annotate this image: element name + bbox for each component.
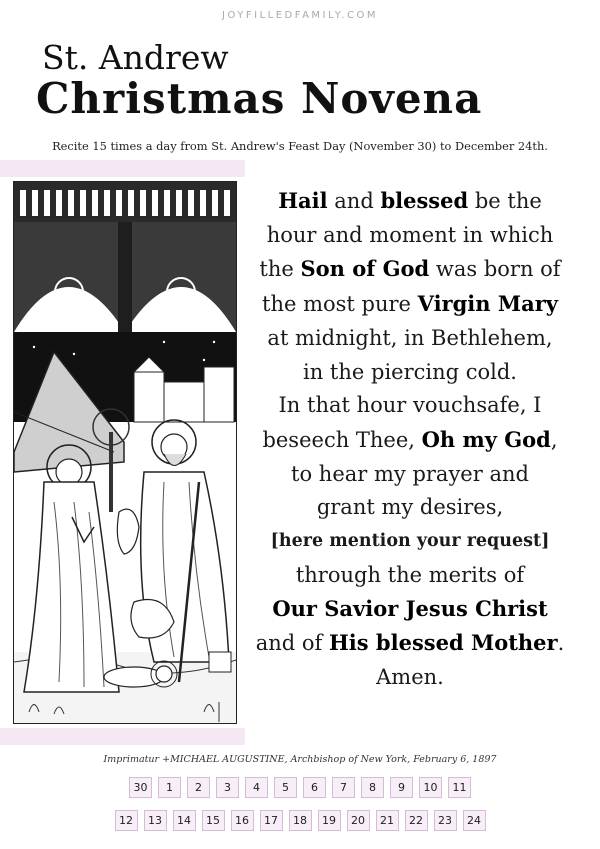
text: ,	[550, 427, 558, 452]
day-box[interactable]: 30	[129, 777, 152, 798]
day-box[interactable]: 1	[158, 777, 181, 798]
day-box[interactable]: 15	[202, 810, 225, 831]
prayer-line-14	[240, 626, 580, 661]
prayer-line-1	[240, 184, 580, 219]
day-box[interactable]: 12	[115, 810, 138, 831]
blackletter-oh-my-god: Oh my God	[421, 426, 551, 452]
text: the most pure	[262, 292, 418, 317]
blackletter-virgin-mary: Virgin Mary	[417, 291, 558, 317]
nativity-illustration	[13, 181, 237, 724]
text: .	[557, 631, 565, 656]
day-box[interactable]: 3	[216, 777, 239, 798]
day-box[interactable]: 4	[245, 777, 268, 798]
day-box[interactable]: 7	[332, 777, 355, 798]
decorative-band-bottom	[0, 728, 245, 745]
site-url: JOYFILLEDFAMILY.COM	[222, 10, 378, 21]
blackletter-hail: Hail	[278, 188, 328, 213]
title-novena: Christmas Novena	[36, 74, 483, 123]
text: was born of	[429, 257, 561, 282]
text: and	[327, 189, 381, 213]
day-box[interactable]: 14	[173, 810, 196, 831]
prayer-text	[240, 184, 580, 695]
day-box[interactable]: 23	[434, 810, 457, 831]
day-box[interactable]: 22	[405, 810, 428, 831]
prayer-line-2: hour and moment in which	[266, 222, 554, 247]
prayer-line-6: in the piercing cold.	[303, 359, 517, 384]
blackletter-son-of-god: Son of God	[300, 256, 430, 282]
prayer-line-8	[240, 423, 580, 458]
day-box[interactable]: 9	[390, 777, 413, 798]
day-box[interactable]: 11	[448, 777, 471, 798]
blackletter-our-savior: Our Savior Jesus Christ	[272, 596, 548, 622]
day-box[interactable]: 18	[289, 810, 312, 831]
day-box[interactable]: 19	[318, 810, 341, 831]
prayer-line-10: grant my desires,	[316, 495, 504, 520]
prayer-line-12: through the merits of	[295, 562, 525, 587]
day-box[interactable]: 21	[376, 810, 399, 831]
day-box[interactable]: 10	[419, 777, 442, 798]
text: beseech Thee,	[262, 427, 422, 452]
instruction-text: Recite 15 times a day from St. Andrew's Feast Day (November 30) to December 24th.	[52, 139, 548, 153]
day-box[interactable]: 24	[463, 810, 486, 831]
prayer-line-4	[240, 287, 580, 322]
day-box[interactable]: 16	[231, 810, 254, 831]
day-box[interactable]: 2	[187, 777, 210, 798]
blackletter-his-blessed-mother: His blessed Mother	[328, 630, 558, 656]
day-box[interactable]: 8	[361, 777, 384, 798]
text: and of	[255, 631, 329, 656]
prayer-line-3	[240, 252, 580, 287]
text: be the	[468, 189, 542, 213]
decorative-band-top	[0, 160, 245, 177]
day-tracker-row-1	[0, 777, 600, 798]
day-box[interactable]: 5	[274, 777, 297, 798]
prayer-line-5: at midnight, in Bethlehem,	[267, 325, 553, 350]
prayer-line-9: to hear my prayer and	[291, 461, 529, 486]
day-box[interactable]: 17	[260, 810, 283, 831]
prayer-line-7: In that hour vouchsafe, I	[278, 393, 542, 418]
prayer-line-amen: Amen.	[376, 664, 444, 689]
day-box[interactable]: 6	[303, 777, 326, 798]
text: the	[259, 257, 301, 282]
request-placeholder: [here mention your request]	[270, 531, 550, 552]
day-tracker-row-2	[0, 810, 600, 831]
blackletter-blessed: blessed	[380, 188, 469, 213]
title-saint: St. Andrew	[42, 38, 229, 77]
day-box[interactable]: 13	[144, 810, 167, 831]
day-box[interactable]: 20	[347, 810, 370, 831]
imprimatur: Imprimatur +MICHAEL AUGUSTINE, Archbishop of New York, February 6, 1897	[103, 754, 497, 765]
